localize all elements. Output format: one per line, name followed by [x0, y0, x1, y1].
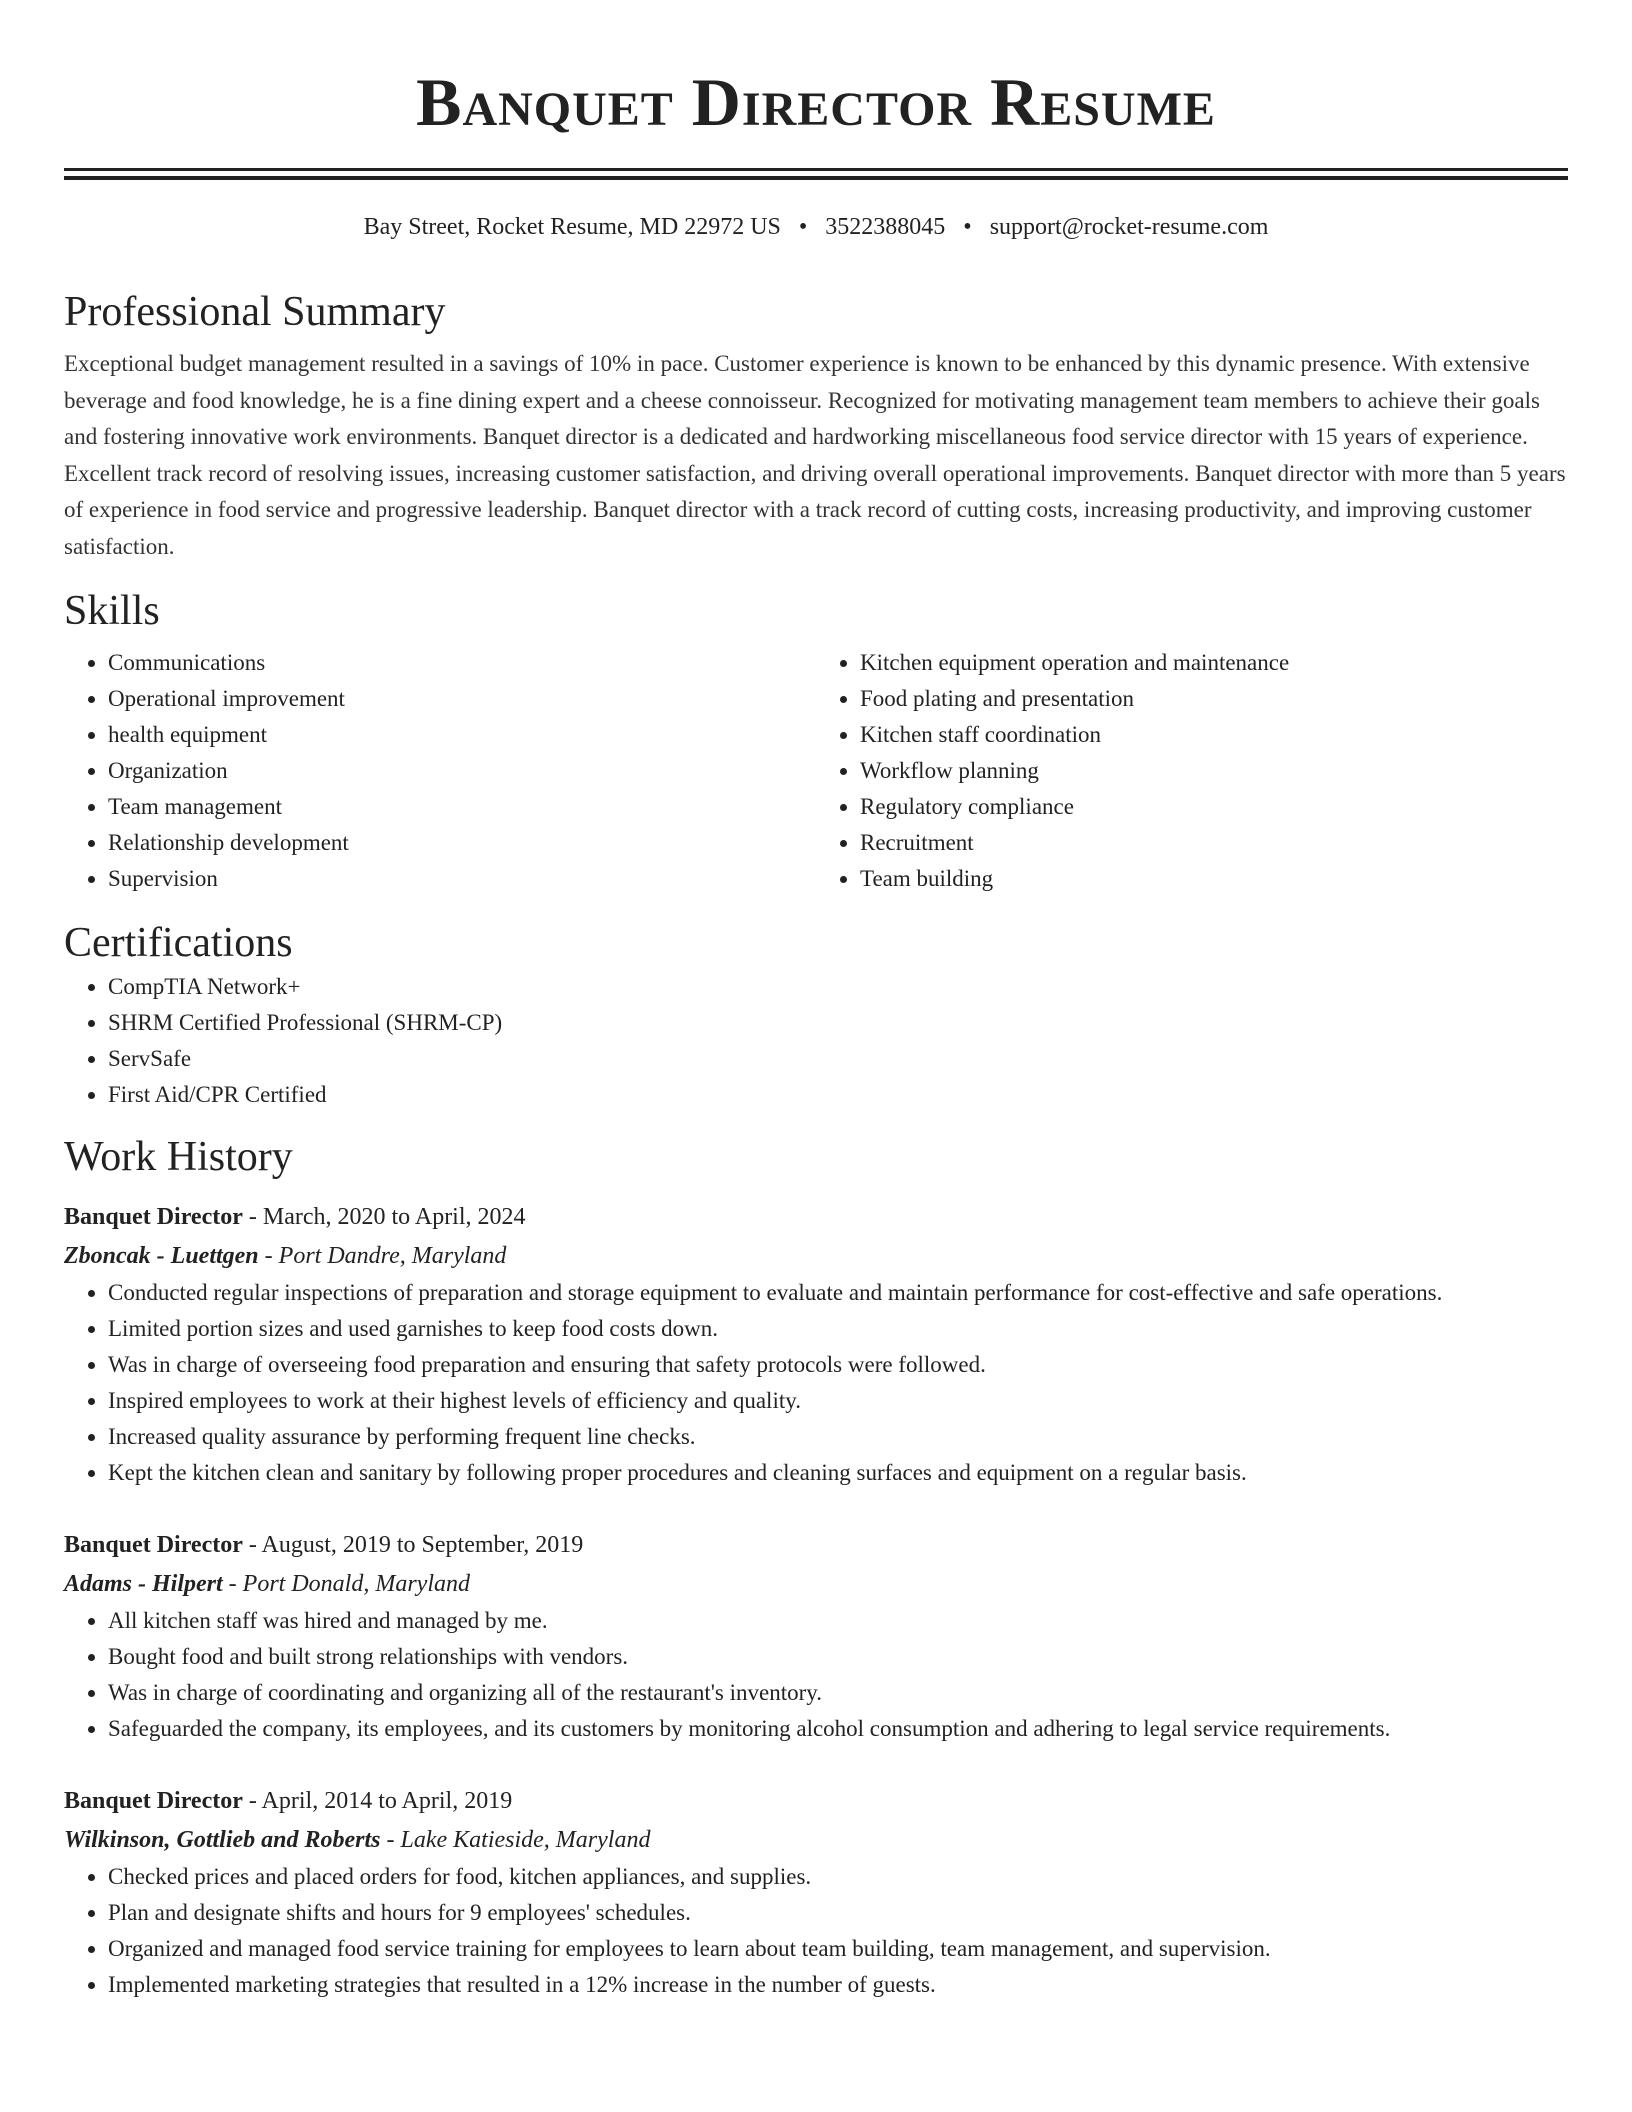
job-dash: -	[222, 1571, 243, 1597]
skill-item: • Supervision	[108, 861, 816, 897]
job-bullet: • Conducted regular inspections of preparation and storage equipment to evaluate and maintain performance for cost-effective and safe operations.	[108, 1275, 1568, 1311]
skill-item: • Operational improvement	[108, 681, 816, 717]
certification-item: • SHRM Certified Professional (SHRM-CP)	[108, 1005, 1568, 1041]
job-location: Port Donald, Maryland	[242, 1571, 470, 1597]
certifications-section	[64, 917, 1568, 1113]
contact-separator: •	[963, 214, 972, 240]
certification-item: • ServSafe	[108, 1041, 1568, 1077]
job-bullet: • Limited portion sizes and used garnishes to keep food costs down.	[108, 1311, 1568, 1347]
skill-item: • Kitchen equipment operation and maintenance	[860, 645, 1568, 681]
job-company-line	[64, 1237, 1568, 1275]
job-title: Banquet Director	[64, 1788, 243, 1814]
skill-item: • Kitchen staff coordination	[860, 717, 1568, 753]
job-dash: -	[258, 1243, 279, 1269]
job-dash: -	[242, 1204, 263, 1230]
certifications-heading: Certifications	[64, 920, 293, 966]
job-location: Port Dandre, Maryland	[278, 1243, 507, 1269]
skills-grid	[64, 645, 1568, 897]
title-double-rule	[64, 168, 1568, 180]
work-history-section	[64, 1131, 1568, 2003]
skills-heading: Skills	[64, 588, 160, 634]
job-location: Lake Katieside, Maryland	[400, 1827, 651, 1853]
job-dates: April, 2014 to April, 2019	[261, 1788, 513, 1814]
job-entry	[64, 1781, 1568, 2003]
job-company: Adams - Hilpert	[64, 1571, 223, 1597]
contact-address: Bay Street, Rocket Resume, MD 22972 US	[363, 214, 781, 240]
skills-section	[64, 585, 1568, 897]
skill-item: • Team management	[108, 789, 816, 825]
summary-section	[64, 286, 1568, 565]
job-bullet: • Increased quality assurance by performing frequent line checks.	[108, 1419, 1568, 1455]
skill-item: • Communications	[108, 645, 816, 681]
job-entry	[64, 1525, 1568, 1747]
job-entry	[64, 1197, 1568, 1491]
job-title: Banquet Director	[64, 1204, 243, 1230]
job-dash: -	[242, 1788, 262, 1814]
job-bullets	[64, 1275, 1568, 1491]
work-history-heading: Work History	[64, 1134, 293, 1180]
job-dash: -	[242, 1532, 262, 1558]
job-bullet: • Kept the kitchen clean and sanitary by following proper procedures and cleaning surfaces and equipment on a regular basis.	[108, 1455, 1568, 1491]
summary-heading: Professional Summary	[64, 289, 446, 335]
resume-title: Banquet Director Resume	[416, 64, 1216, 140]
certifications-list	[64, 969, 1568, 1113]
skill-item: • Relationship development	[108, 825, 816, 861]
skill-item: • health equipment	[108, 717, 816, 753]
skill-item: • Team building	[860, 861, 1568, 897]
contact-phone: 3522388045	[825, 214, 946, 240]
work-history-list	[64, 1197, 1568, 2003]
skill-item: • Regulatory compliance	[860, 789, 1568, 825]
job-bullets	[64, 1859, 1568, 2003]
contact-separator: •	[798, 214, 808, 240]
job-title-line	[64, 1781, 1568, 1821]
job-dates: August, 2019 to September, 2019	[261, 1532, 584, 1558]
job-bullet: • All kitchen staff was hired and managed by me.	[108, 1603, 1568, 1639]
job-bullet: • Safeguarded the company, its employees, and its customers by monitoring alcohol consumption and adhering to legal service requirements.	[108, 1711, 1568, 1747]
contact-email: support@rocket-resume.com	[989, 214, 1269, 240]
job-bullet: • Plan and designate shifts and hours for 9 employees' schedules.	[108, 1895, 1568, 1931]
job-title: Banquet Director	[64, 1532, 243, 1558]
job-company-line	[64, 1821, 1568, 1859]
job-title-line	[64, 1525, 1568, 1565]
contact-line	[64, 212, 1568, 242]
summary-text: Exceptional budget management resulted in a savings of 10% in pace. Customer experience is known to be enhanced by this dynamic presence. With extensive beverage and food knowledge, he is a fine dining expert and a cheese connoisseur. Recognized for motivating management team members to achieve their goals and fostering innovative work environments. Banquet director is a dedicated and hardworking miscellaneous food service director with 15 years of experience. Excellent track record of resolving issues, increasing customer satisfaction, and driving overall operational improvements. Banquet director with more than 5 years of experience in food service and progressive leadership. Banquet director with a track record of cutting costs, increasing productivity, and improving customer satisfaction.	[64, 351, 1566, 559]
skills-column-left	[64, 645, 816, 897]
job-dash: -	[380, 1827, 401, 1853]
job-bullets	[64, 1603, 1568, 1747]
skill-item: • Recruitment	[860, 825, 1568, 861]
job-bullet: • Organized and managed food service training for employees to learn about team building, team management, and supervision.	[108, 1931, 1568, 1967]
job-bullet: • Was in charge of coordinating and organizing all of the restaurant's inventory.	[108, 1675, 1568, 1711]
skill-item: • Organization	[108, 753, 816, 789]
skills-column-right	[816, 645, 1568, 897]
job-company: Zboncak - Luettgen	[64, 1243, 259, 1269]
certification-item: • CompTIA Network+	[108, 969, 1568, 1005]
job-company: Wilkinson, Gottlieb and Roberts	[64, 1827, 381, 1853]
job-bullet: • Bought food and built strong relationships with vendors.	[108, 1639, 1568, 1675]
job-bullet: • Inspired employees to work at their highest levels of efficiency and quality.	[108, 1383, 1568, 1419]
job-dates: March, 2020 to April, 2024	[262, 1204, 526, 1230]
skill-item: • Workflow planning	[860, 753, 1568, 789]
job-bullet: • Checked prices and placed orders for food, kitchen appliances, and supplies.	[108, 1859, 1568, 1895]
skill-item: • Food plating and presentation	[860, 681, 1568, 717]
job-bullet: • Was in charge of overseeing food preparation and ensuring that safety protocols were followed.	[108, 1347, 1568, 1383]
certification-item: • First Aid/CPR Certified	[108, 1077, 1568, 1113]
job-company-line	[64, 1565, 1568, 1603]
job-bullet: • Implemented marketing strategies that resulted in a 12% increase in the number of guests.	[108, 1967, 1568, 2003]
job-title-line	[64, 1197, 1568, 1237]
